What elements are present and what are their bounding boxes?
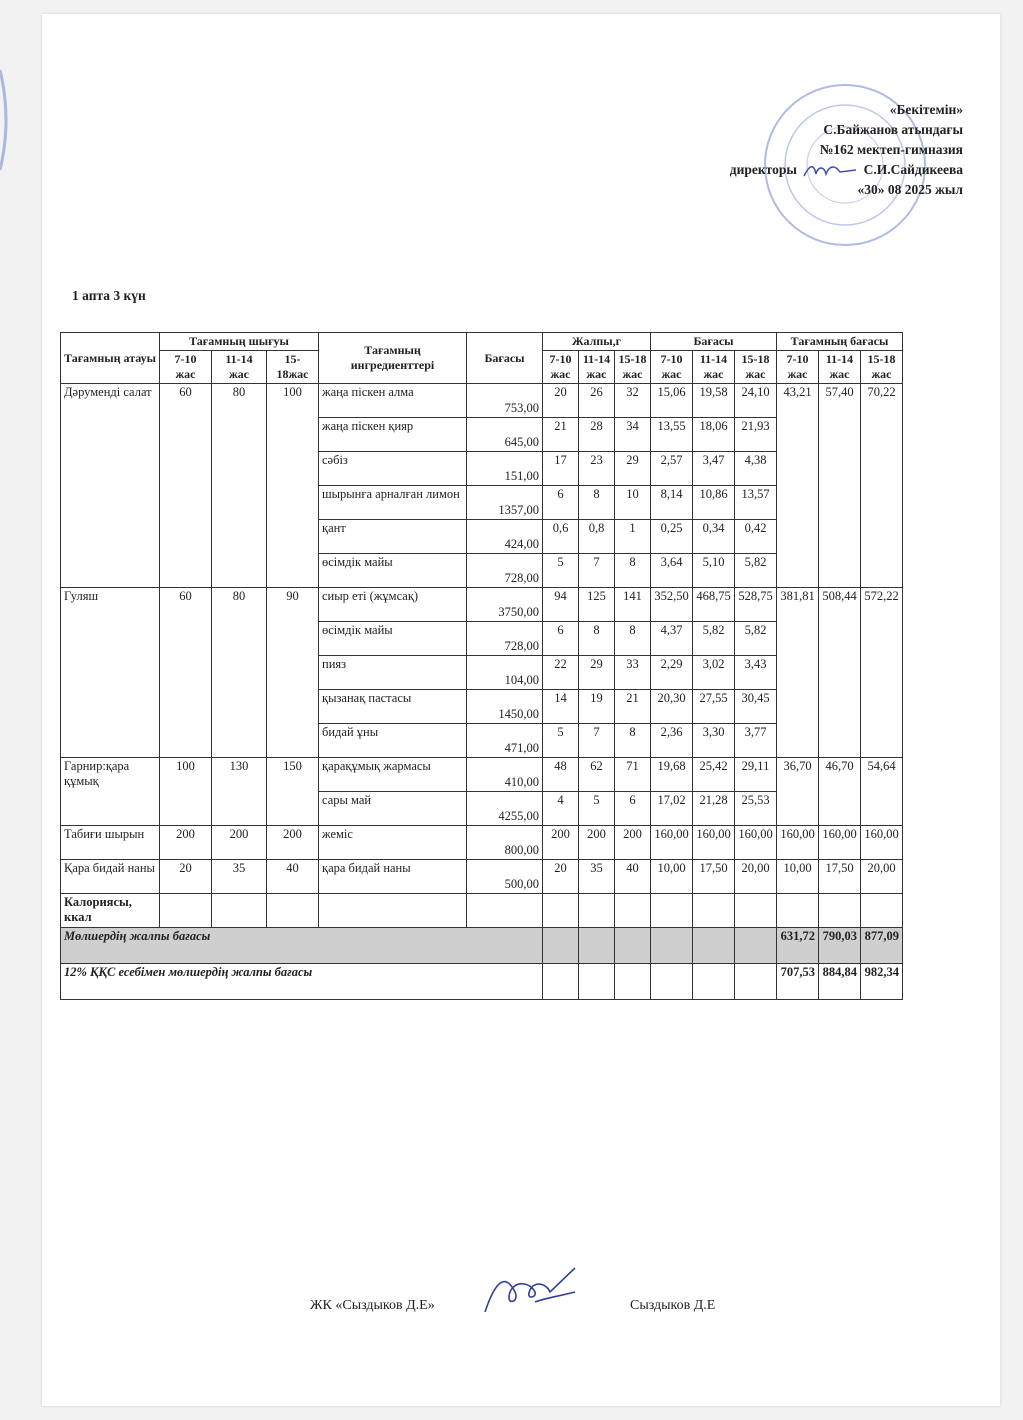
header-ingredients: Тағамның ингредиенттері xyxy=(319,333,467,384)
ingredient-name: жаңа піскен қияр xyxy=(319,418,467,452)
ingredient-cost: 21,93 xyxy=(735,418,777,452)
ingredient-cost: 3,64 xyxy=(651,554,693,588)
ingredient-price: 800,00 xyxy=(467,826,543,860)
ingredient-grams: 34 xyxy=(615,418,651,452)
table-row xyxy=(61,758,903,792)
ingredient-grams: 0,8 xyxy=(579,520,615,554)
table-row xyxy=(61,384,903,418)
ingredient-name: жеміс xyxy=(319,826,467,860)
ingredient-price: 471,00 xyxy=(467,724,543,758)
dish-cost: 46,70 xyxy=(819,758,861,826)
dish-name: Дәруменді салат xyxy=(61,384,160,588)
ingredient-name: шырынға арналған лимон xyxy=(319,486,467,520)
empty-cell xyxy=(651,928,693,964)
director-signature-icon xyxy=(800,162,860,180)
header-dish-name: Тағамның атауы xyxy=(61,333,160,384)
week-day-title: 1 апта 3 күн xyxy=(72,288,146,303)
ingredient-name: қара бидай наны xyxy=(319,860,467,894)
ingredient-cost: 5,10 xyxy=(693,554,735,588)
ingredient-cost: 13,55 xyxy=(651,418,693,452)
ingredient-cost: 27,55 xyxy=(693,690,735,724)
ingredient-name: бидай ұны xyxy=(319,724,467,758)
header-total-grams: Жалпы,г xyxy=(543,333,651,351)
ingredient-cost: 2,29 xyxy=(651,656,693,690)
ingredient-name: өсімдік майы xyxy=(319,622,467,656)
ingredient-grams: 6 xyxy=(543,486,579,520)
ingredient-price: 1450,00 xyxy=(467,690,543,724)
header-age-7-10: 7-10 жас xyxy=(543,351,579,384)
ingredient-cost: 468,75 xyxy=(693,588,735,622)
header-age-11-14: 11-14 жас xyxy=(819,351,861,384)
ingredient-price: 3750,00 xyxy=(467,588,543,622)
header-dish-cost: Тағамның бағасы xyxy=(777,333,903,351)
ingredient-grams: 5 xyxy=(579,792,615,826)
ingredient-grams: 26 xyxy=(579,384,615,418)
ingredient-grams: 7 xyxy=(579,554,615,588)
ingredient-cost: 3,77 xyxy=(735,724,777,758)
dish-cost: 160,00 xyxy=(819,826,861,860)
dish-output: 200 xyxy=(212,826,267,860)
ingredient-grams: 200 xyxy=(579,826,615,860)
ingredient-grams: 200 xyxy=(615,826,651,860)
empty-cell xyxy=(651,894,693,928)
header-row-1 xyxy=(61,333,903,351)
ingredient-grams: 29 xyxy=(615,452,651,486)
vat-total-row xyxy=(61,964,903,1000)
ingredient-cost: 0,34 xyxy=(693,520,735,554)
table-row xyxy=(61,860,903,894)
vat-total-row-value: 884,84 xyxy=(819,964,861,1000)
approval-title: «Бекітемін» xyxy=(889,102,963,117)
stamp-edge-fragment xyxy=(0,60,12,180)
ingredient-grams: 10 xyxy=(615,486,651,520)
ingredient-grams: 8 xyxy=(615,724,651,758)
dish-output: 80 xyxy=(212,384,267,588)
ingredient-grams: 14 xyxy=(543,690,579,724)
empty-cell xyxy=(267,894,319,928)
director-name: С.И.Сайдикеева xyxy=(863,162,963,177)
dish-output: 100 xyxy=(267,384,319,588)
empty-cell xyxy=(543,928,579,964)
ingredient-cost: 18,06 xyxy=(693,418,735,452)
approval-date: «30» 08 2025 жыл xyxy=(857,182,963,197)
dish-cost: 572,22 xyxy=(861,588,903,758)
header-age-11-14: 11-14 жас xyxy=(212,351,267,384)
empty-cell xyxy=(615,928,651,964)
footer-company: ЖК «Сыздыков Д.Е» xyxy=(310,1298,435,1313)
ingredient-grams: 28 xyxy=(579,418,615,452)
ingredient-grams: 20 xyxy=(543,384,579,418)
dish-cost: 17,50 xyxy=(819,860,861,894)
dish-output: 60 xyxy=(160,588,212,758)
header-price: Бағасы xyxy=(467,333,543,384)
dish-cost: 36,70 xyxy=(777,758,819,826)
ingredient-name: жаңа піскен алма xyxy=(319,384,467,418)
header-age-11-14: 11-14 жас xyxy=(579,351,615,384)
empty-cell xyxy=(467,894,543,928)
ingredient-grams: 7 xyxy=(579,724,615,758)
empty-cell xyxy=(693,964,735,1000)
ingredient-cost: 8,14 xyxy=(651,486,693,520)
ingredient-grams: 21 xyxy=(543,418,579,452)
ingredient-price: 500,00 xyxy=(467,860,543,894)
dish-cost: 54,64 xyxy=(861,758,903,826)
ingredient-cost: 30,45 xyxy=(735,690,777,724)
ingredient-price: 4255,00 xyxy=(467,792,543,826)
header-cost: Бағасы xyxy=(651,333,777,351)
ingredient-grams: 22 xyxy=(543,656,579,690)
dish-cost: 160,00 xyxy=(861,826,903,860)
ingredient-cost: 10,86 xyxy=(693,486,735,520)
ingredient-cost: 19,68 xyxy=(651,758,693,792)
ingredient-grams: 33 xyxy=(615,656,651,690)
ingredient-price: 728,00 xyxy=(467,622,543,656)
total-row xyxy=(61,928,903,964)
ingredient-grams: 17 xyxy=(543,452,579,486)
ingredient-cost: 25,53 xyxy=(735,792,777,826)
total-row-value: 631,72 xyxy=(777,928,819,964)
vat-total-row-value: 982,34 xyxy=(861,964,903,1000)
ingredient-name: қызанақ пастасы xyxy=(319,690,467,724)
ingredient-grams: 94 xyxy=(543,588,579,622)
ingredient-cost: 160,00 xyxy=(651,826,693,860)
ingredient-cost: 3,47 xyxy=(693,452,735,486)
total-row-value: 790,03 xyxy=(819,928,861,964)
ingredient-price: 151,00 xyxy=(467,452,543,486)
ingredient-grams: 8 xyxy=(579,486,615,520)
ingredient-cost: 15,06 xyxy=(651,384,693,418)
ingredient-grams: 71 xyxy=(615,758,651,792)
ingredient-cost: 13,57 xyxy=(735,486,777,520)
ingredient-price: 1357,00 xyxy=(467,486,543,520)
dish-output: 90 xyxy=(267,588,319,758)
ingredient-grams: 4 xyxy=(543,792,579,826)
empty-cell xyxy=(160,894,212,928)
ingredient-price: 753,00 xyxy=(467,384,543,418)
ingredient-grams: 1 xyxy=(615,520,651,554)
empty-cell xyxy=(861,894,903,928)
ingredient-grams: 200 xyxy=(543,826,579,860)
ingredient-price: 728,00 xyxy=(467,554,543,588)
ingredient-grams: 6 xyxy=(543,622,579,656)
header-age-7-10: 7-10 жас xyxy=(651,351,693,384)
ingredient-grams: 5 xyxy=(543,554,579,588)
ingredient-cost: 19,58 xyxy=(693,384,735,418)
ingredient-grams: 48 xyxy=(543,758,579,792)
dish-output: 35 xyxy=(212,860,267,894)
total-row-value: 877,09 xyxy=(861,928,903,964)
empty-cell xyxy=(693,894,735,928)
empty-cell xyxy=(735,964,777,1000)
ingredient-cost: 3,30 xyxy=(693,724,735,758)
ingredient-grams: 5 xyxy=(543,724,579,758)
empty-cell xyxy=(777,894,819,928)
ingredient-grams: 8 xyxy=(615,554,651,588)
dish-cost: 381,81 xyxy=(777,588,819,758)
approval-block xyxy=(730,100,963,200)
ingredient-cost: 528,75 xyxy=(735,588,777,622)
ingredient-cost: 20,00 xyxy=(735,860,777,894)
dish-output: 130 xyxy=(212,758,267,826)
ingredient-cost: 29,11 xyxy=(735,758,777,792)
dish-output: 40 xyxy=(267,860,319,894)
approval-school-number: №162 мектеп-гимназия xyxy=(819,142,963,157)
header-age-11-14: 11-14 жас xyxy=(693,351,735,384)
ingredient-price: 104,00 xyxy=(467,656,543,690)
ingredient-grams: 29 xyxy=(579,656,615,690)
empty-cell xyxy=(735,928,777,964)
ingredient-grams: 35 xyxy=(579,860,615,894)
ingredient-cost: 160,00 xyxy=(693,826,735,860)
empty-cell xyxy=(615,964,651,1000)
dish-name: Табиғи шырын xyxy=(61,826,160,860)
empty-cell xyxy=(735,894,777,928)
dish-output: 200 xyxy=(267,826,319,860)
ingredient-grams: 40 xyxy=(615,860,651,894)
ingredient-grams: 8 xyxy=(615,622,651,656)
ingredient-cost: 4,38 xyxy=(735,452,777,486)
empty-cell xyxy=(579,928,615,964)
ingredient-grams: 19 xyxy=(579,690,615,724)
ingredient-cost: 0,25 xyxy=(651,520,693,554)
ingredient-cost: 0,42 xyxy=(735,520,777,554)
dish-name: Гуляш xyxy=(61,588,160,758)
calories-row xyxy=(61,894,903,928)
menu-table-body xyxy=(61,384,903,1000)
dish-output: 60 xyxy=(160,384,212,588)
ingredient-cost: 5,82 xyxy=(735,622,777,656)
ingredient-grams: 23 xyxy=(579,452,615,486)
dish-cost: 10,00 xyxy=(777,860,819,894)
dish-name: Гарнир:қара құмық xyxy=(61,758,160,826)
empty-cell xyxy=(543,894,579,928)
ingredient-name: қант xyxy=(319,520,467,554)
ingredient-price: 645,00 xyxy=(467,418,543,452)
ingredient-cost: 4,37 xyxy=(651,622,693,656)
ingredient-cost: 17,50 xyxy=(693,860,735,894)
empty-cell xyxy=(819,894,861,928)
table-row xyxy=(61,826,903,860)
ingredient-cost: 2,36 xyxy=(651,724,693,758)
ingredient-cost: 2,57 xyxy=(651,452,693,486)
ingredient-grams: 6 xyxy=(615,792,651,826)
header-age-7-10: 7-10 жас xyxy=(160,351,212,384)
dish-output: 150 xyxy=(267,758,319,826)
ingredient-grams: 141 xyxy=(615,588,651,622)
empty-cell xyxy=(615,894,651,928)
ingredient-name: сары май xyxy=(319,792,467,826)
ingredient-grams: 0,6 xyxy=(543,520,579,554)
ingredient-cost: 3,02 xyxy=(693,656,735,690)
dish-output: 80 xyxy=(212,588,267,758)
empty-cell xyxy=(543,964,579,1000)
dish-cost: 20,00 xyxy=(861,860,903,894)
dish-cost: 160,00 xyxy=(777,826,819,860)
ingredient-grams: 8 xyxy=(579,622,615,656)
dish-name: Қара бидай наны xyxy=(61,860,160,894)
ingredient-grams: 20 xyxy=(543,860,579,894)
ingredient-cost: 5,82 xyxy=(735,554,777,588)
ingredient-cost: 10,00 xyxy=(651,860,693,894)
ingredient-cost: 160,00 xyxy=(735,826,777,860)
dish-output: 100 xyxy=(160,758,212,826)
total-row-label: Мөлшердің жалпы бағасы xyxy=(61,928,543,964)
ingredient-price: 410,00 xyxy=(467,758,543,792)
vat-total-row-value: 707,53 xyxy=(777,964,819,1000)
dish-output: 200 xyxy=(160,826,212,860)
ingredient-price: 424,00 xyxy=(467,520,543,554)
header-output: Тағамның шығуы xyxy=(160,333,319,351)
empty-cell xyxy=(579,894,615,928)
ingredient-name: өсімдік майы xyxy=(319,554,467,588)
approval-director-line xyxy=(730,160,963,180)
ingredient-grams: 62 xyxy=(579,758,615,792)
vat-total-row-label: 12% ҚҚС есебімен мөлшердің жалпы бағасы xyxy=(61,964,543,1000)
ingredient-cost: 352,50 xyxy=(651,588,693,622)
header-age-15-18: 15-18жас xyxy=(267,351,319,384)
ingredient-cost: 3,43 xyxy=(735,656,777,690)
signature-icon xyxy=(475,1262,585,1322)
dish-cost: 57,40 xyxy=(819,384,861,588)
header-age-15-18: 15-18 жас xyxy=(615,351,651,384)
ingredient-cost: 21,28 xyxy=(693,792,735,826)
dish-cost: 43,21 xyxy=(777,384,819,588)
director-label: директоры xyxy=(729,162,797,177)
empty-cell xyxy=(319,894,467,928)
ingredient-cost: 5,82 xyxy=(693,622,735,656)
empty-cell xyxy=(212,894,267,928)
ingredient-cost: 24,10 xyxy=(735,384,777,418)
ingredient-cost: 20,30 xyxy=(651,690,693,724)
empty-cell xyxy=(693,928,735,964)
table-row xyxy=(61,588,903,622)
header-age-15-18: 15-18 жас xyxy=(735,351,777,384)
ingredient-cost: 25,42 xyxy=(693,758,735,792)
menu-table xyxy=(60,332,903,1000)
ingredient-grams: 21 xyxy=(615,690,651,724)
ingredient-grams: 125 xyxy=(579,588,615,622)
approval-school-name: С.Байжанов атындағы xyxy=(823,122,963,137)
calories-label: Калориясы, ккал xyxy=(61,894,160,928)
dish-output: 20 xyxy=(160,860,212,894)
ingredient-name: сәбіз xyxy=(319,452,467,486)
header-age-15-18: 15-18 жас xyxy=(861,351,903,384)
ingredient-name: пияз xyxy=(319,656,467,690)
footer-name: Сыздыков Д.Е xyxy=(630,1298,716,1313)
ingredient-grams: 32 xyxy=(615,384,651,418)
header-age-7-10: 7-10 жас xyxy=(777,351,819,384)
dish-cost: 508,44 xyxy=(819,588,861,758)
dish-cost: 70,22 xyxy=(861,384,903,588)
ingredient-name: қарақұмық жармасы xyxy=(319,758,467,792)
empty-cell xyxy=(579,964,615,1000)
ingredient-name: сиыр еті (жұмсақ) xyxy=(319,588,467,622)
empty-cell xyxy=(651,964,693,1000)
ingredient-cost: 17,02 xyxy=(651,792,693,826)
